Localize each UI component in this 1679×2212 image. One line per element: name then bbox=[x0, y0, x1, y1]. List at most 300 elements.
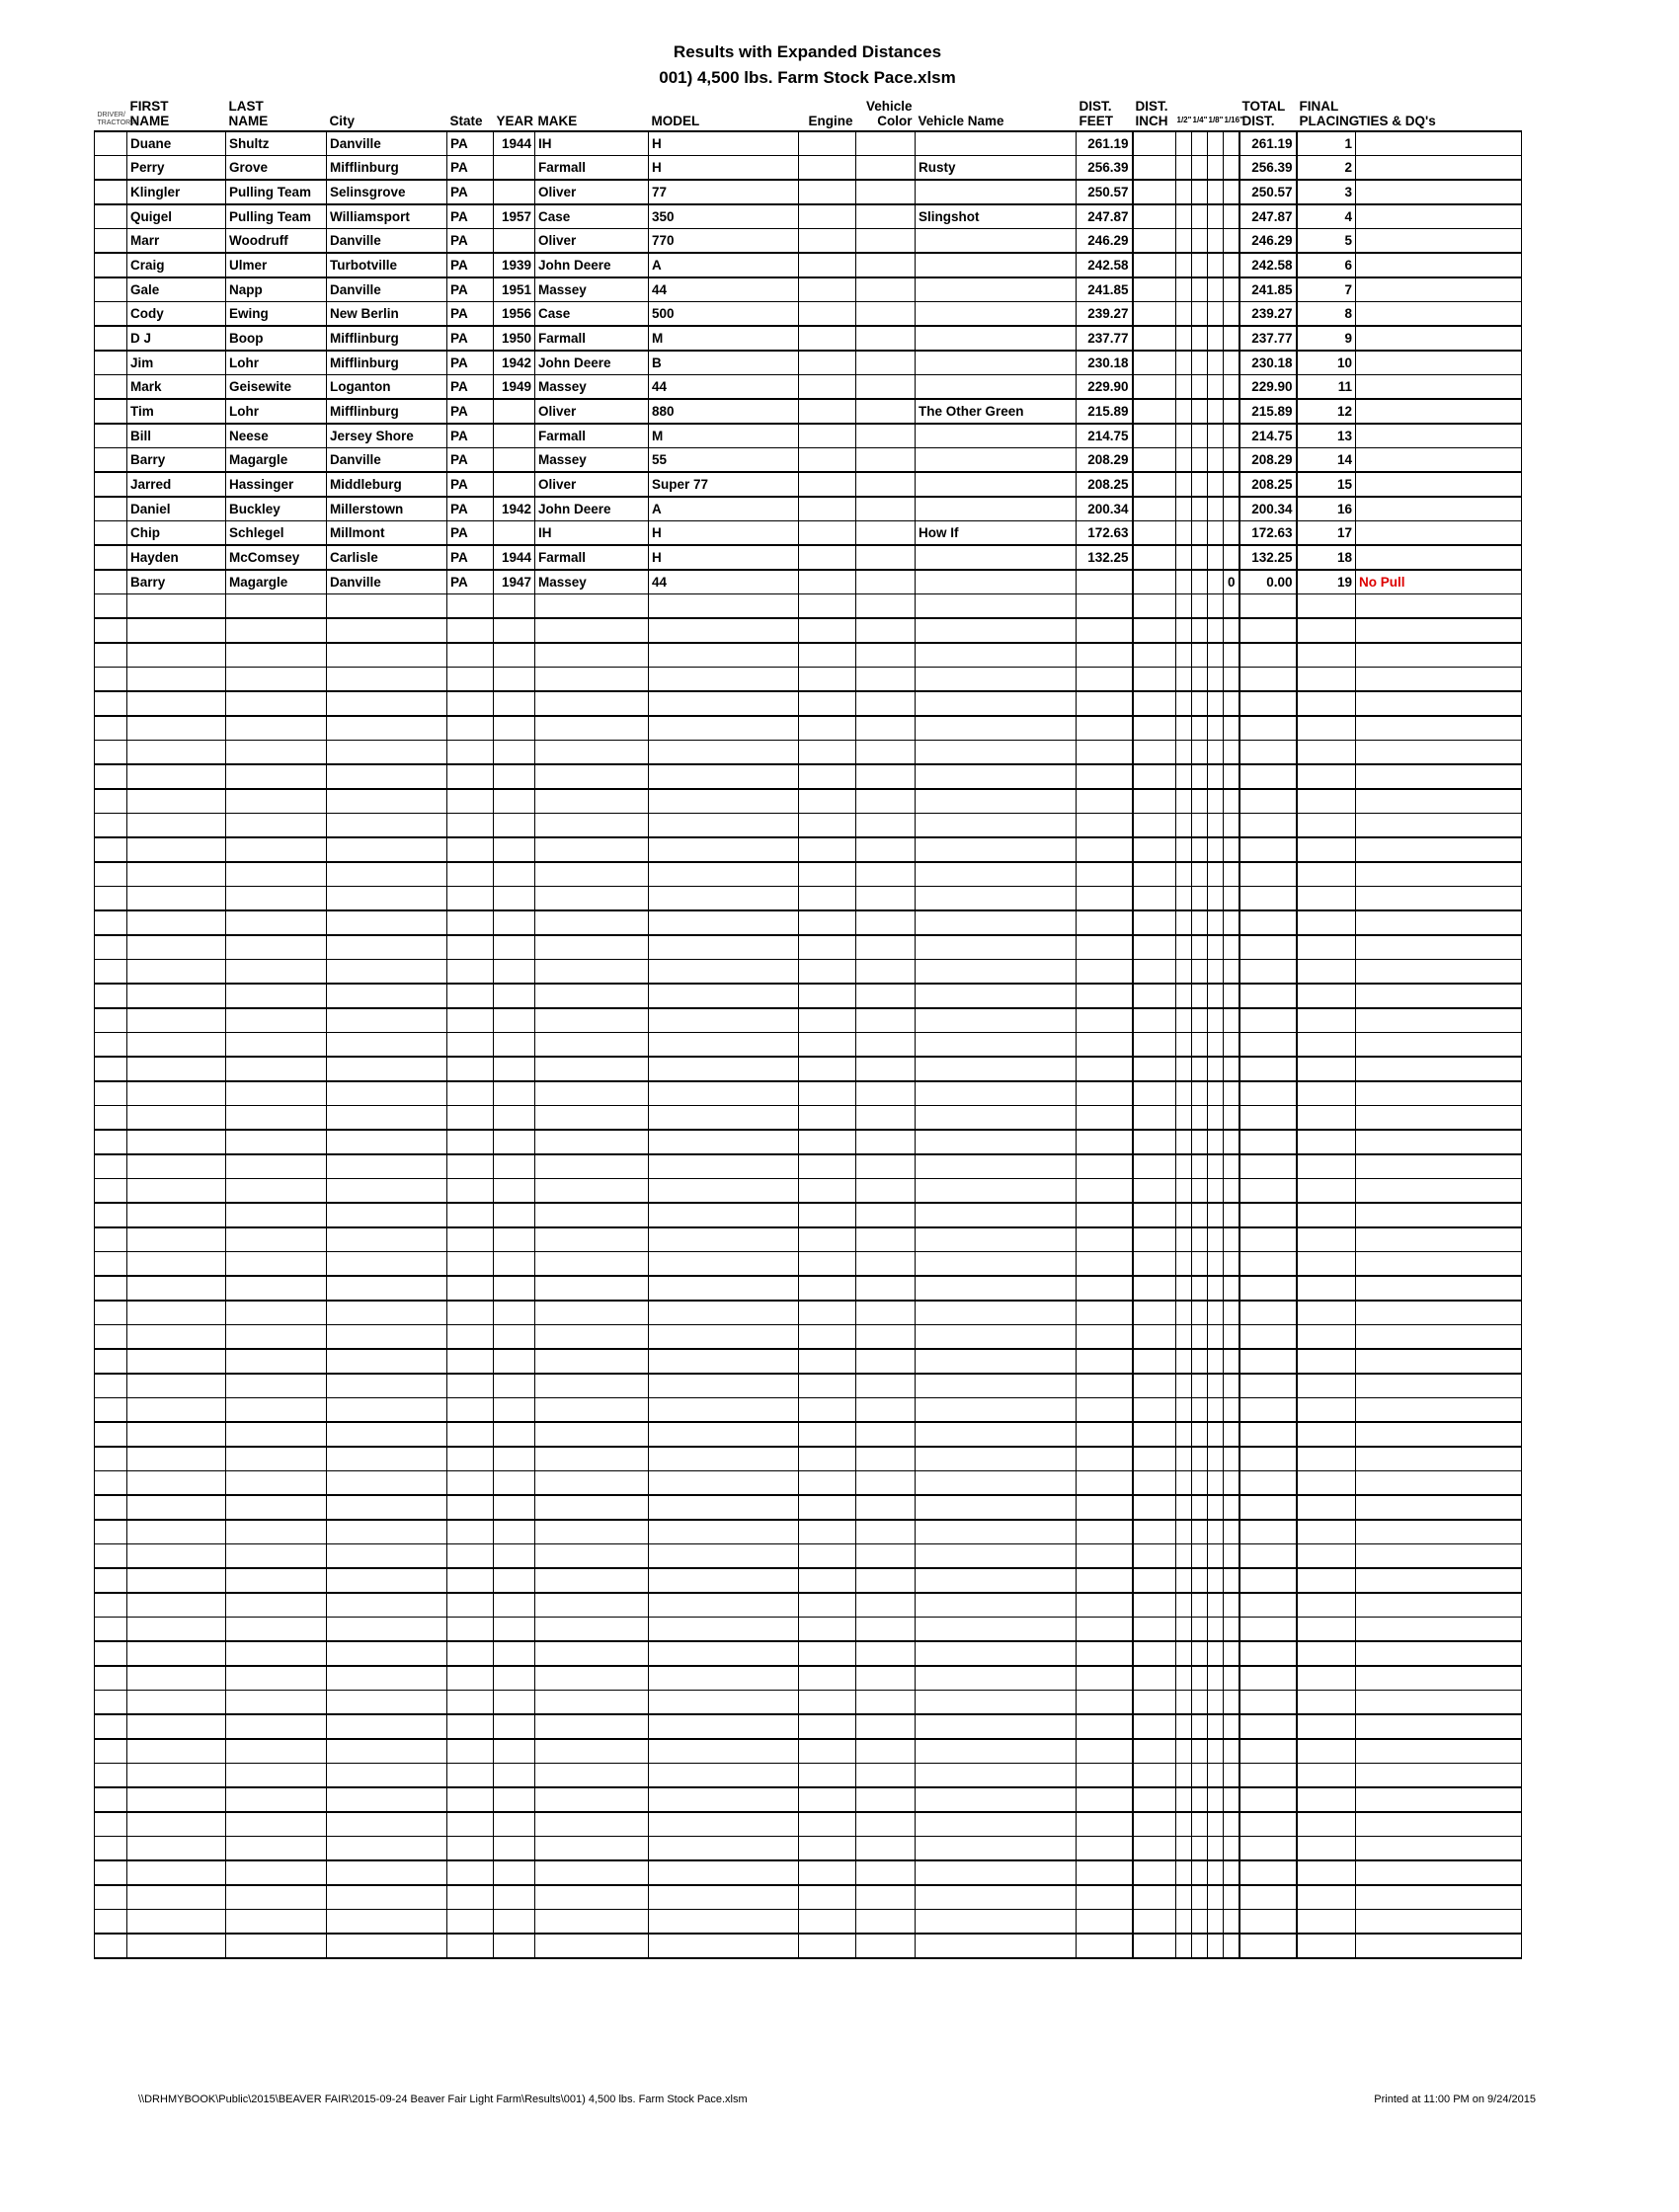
cell-ties bbox=[1356, 375, 1522, 400]
cell-last bbox=[226, 862, 327, 887]
cell-f8 bbox=[1208, 643, 1224, 668]
cell-engine bbox=[799, 1033, 856, 1058]
cell-ties bbox=[1356, 253, 1522, 277]
header-row bbox=[95, 99, 1522, 131]
cell-first bbox=[127, 594, 226, 619]
cell-city: Mifflinburg bbox=[327, 156, 447, 181]
cell-model bbox=[649, 1106, 799, 1131]
cell-first bbox=[127, 789, 226, 814]
cell-placing bbox=[1297, 1691, 1356, 1715]
cell-feet bbox=[1077, 862, 1133, 887]
cell-placing bbox=[1297, 1422, 1356, 1447]
empty-row bbox=[95, 1593, 1522, 1618]
col-header-first: FIRST NAME bbox=[129, 99, 170, 128]
cell-total bbox=[1239, 1422, 1297, 1447]
cell-year bbox=[494, 1081, 535, 1106]
cell-color bbox=[856, 351, 916, 375]
cell-color bbox=[856, 156, 916, 181]
empty-row bbox=[95, 1130, 1522, 1154]
cell-last bbox=[226, 1349, 327, 1374]
cell-inch bbox=[1133, 424, 1176, 448]
cell-ties bbox=[1356, 1276, 1522, 1301]
cell-ties bbox=[1356, 837, 1522, 862]
cell-model: 880 bbox=[649, 399, 799, 424]
cell-state bbox=[447, 1860, 494, 1885]
table-row bbox=[95, 302, 1522, 327]
cell-total bbox=[1239, 1447, 1297, 1471]
cell-color bbox=[856, 497, 916, 521]
cell-engine bbox=[799, 984, 856, 1008]
cell-city bbox=[327, 1618, 447, 1642]
cell-placing bbox=[1297, 1179, 1356, 1204]
cell-city bbox=[327, 1447, 447, 1471]
cell-inch bbox=[1133, 1837, 1176, 1861]
cell-f2 bbox=[1176, 1787, 1192, 1812]
cell-make: Farmall bbox=[535, 424, 649, 448]
cell-placing: 9 bbox=[1297, 326, 1356, 351]
cell-make: John Deere bbox=[535, 253, 649, 277]
cell-f4 bbox=[1192, 1349, 1208, 1374]
cell-engine bbox=[799, 1618, 856, 1642]
cell-year bbox=[494, 1691, 535, 1715]
cell-vehicle bbox=[916, 935, 1077, 960]
cell-make bbox=[535, 1714, 649, 1739]
cell-f4 bbox=[1192, 375, 1208, 400]
cell-ties bbox=[1356, 1520, 1522, 1544]
cell-f16 bbox=[1224, 1106, 1239, 1131]
cell-total bbox=[1239, 643, 1297, 668]
cell-first: Duane bbox=[127, 131, 226, 156]
cell-inch bbox=[1133, 521, 1176, 546]
cell-inch bbox=[1133, 764, 1176, 789]
cell-f4 bbox=[1192, 764, 1208, 789]
cell-color bbox=[856, 618, 916, 643]
cell-inch bbox=[1133, 1422, 1176, 1447]
cell-city: Millmont bbox=[327, 521, 447, 546]
cell-city: Middleburg bbox=[327, 472, 447, 497]
cell-f8 bbox=[1208, 302, 1224, 327]
cell-model: 500 bbox=[649, 302, 799, 327]
cell-ties bbox=[1356, 1544, 1522, 1569]
cell-last bbox=[226, 1691, 327, 1715]
cell-vehicle bbox=[916, 1714, 1077, 1739]
cell-ties bbox=[1356, 448, 1522, 473]
cell-f16 bbox=[1224, 472, 1239, 497]
cell-state bbox=[447, 1276, 494, 1301]
cell-first bbox=[127, 1618, 226, 1642]
cell-first bbox=[127, 1374, 226, 1398]
cell-state bbox=[447, 1471, 494, 1496]
cell-year bbox=[494, 1203, 535, 1227]
col-header-f2: 1/2" bbox=[1176, 116, 1192, 124]
cell-state bbox=[447, 1106, 494, 1131]
cell-inch bbox=[1133, 691, 1176, 716]
cell-state bbox=[447, 887, 494, 911]
cell-f4 bbox=[1192, 1276, 1208, 1301]
cell-ties bbox=[1356, 1325, 1522, 1350]
cell-first bbox=[127, 862, 226, 887]
cell-num bbox=[95, 618, 127, 643]
cell-f2 bbox=[1176, 497, 1192, 521]
cell-f4 bbox=[1192, 326, 1208, 351]
cell-f4 bbox=[1192, 229, 1208, 254]
cell-f2 bbox=[1176, 984, 1192, 1008]
cell-vehicle bbox=[916, 741, 1077, 765]
cell-year bbox=[494, 1764, 535, 1788]
cell-f8 bbox=[1208, 691, 1224, 716]
cell-model bbox=[649, 837, 799, 862]
cell-last bbox=[226, 1033, 327, 1058]
cell-num bbox=[95, 399, 127, 424]
cell-num bbox=[95, 1593, 127, 1618]
empty-row bbox=[95, 1227, 1522, 1252]
cell-num bbox=[95, 448, 127, 473]
cell-last bbox=[226, 887, 327, 911]
cell-last bbox=[226, 691, 327, 716]
cell-last bbox=[226, 1764, 327, 1788]
cell-f16 bbox=[1224, 1714, 1239, 1739]
cell-inch bbox=[1133, 1008, 1176, 1033]
cell-first bbox=[127, 643, 226, 668]
cell-last bbox=[226, 1057, 327, 1081]
cell-inch bbox=[1133, 1106, 1176, 1131]
cell-engine bbox=[799, 1057, 856, 1081]
cell-make: Oliver bbox=[535, 180, 649, 204]
cell-feet bbox=[1077, 1544, 1133, 1569]
cell-feet bbox=[1077, 1106, 1133, 1131]
cell-f16 bbox=[1224, 1544, 1239, 1569]
cell-total bbox=[1239, 1179, 1297, 1204]
cell-f8 bbox=[1208, 1301, 1224, 1325]
cell-ties bbox=[1356, 1081, 1522, 1106]
cell-f16 bbox=[1224, 1739, 1239, 1764]
cell-f16 bbox=[1224, 1203, 1239, 1227]
cell-f8 bbox=[1208, 1764, 1224, 1788]
cell-f16 bbox=[1224, 618, 1239, 643]
table-row bbox=[95, 448, 1522, 473]
cell-f8 bbox=[1208, 862, 1224, 887]
cell-ties bbox=[1356, 691, 1522, 716]
cell-color bbox=[856, 594, 916, 619]
cell-placing bbox=[1297, 814, 1356, 838]
cell-first bbox=[127, 1764, 226, 1788]
cell-f8 bbox=[1208, 1739, 1224, 1764]
cell-make bbox=[535, 594, 649, 619]
cell-ties bbox=[1356, 1641, 1522, 1666]
cell-feet bbox=[1077, 643, 1133, 668]
cell-vehicle bbox=[916, 668, 1077, 692]
empty-row bbox=[95, 764, 1522, 789]
cell-city: Danville bbox=[327, 277, 447, 302]
empty-row bbox=[95, 1106, 1522, 1131]
cell-first: Marr bbox=[127, 229, 226, 254]
cell-placing bbox=[1297, 1568, 1356, 1593]
cell-f16 bbox=[1224, 1860, 1239, 1885]
cell-first bbox=[127, 1691, 226, 1715]
cell-make bbox=[535, 1325, 649, 1350]
cell-first bbox=[127, 1568, 226, 1593]
cell-ties bbox=[1356, 1885, 1522, 1910]
cell-engine bbox=[799, 131, 856, 156]
cell-placing bbox=[1297, 1495, 1356, 1520]
cell-state bbox=[447, 1374, 494, 1398]
cell-f4 bbox=[1192, 497, 1208, 521]
empty-row bbox=[95, 594, 1522, 619]
cell-vehicle bbox=[916, 1618, 1077, 1642]
cell-f4 bbox=[1192, 1837, 1208, 1861]
cell-state bbox=[447, 643, 494, 668]
cell-inch bbox=[1133, 180, 1176, 204]
cell-inch bbox=[1133, 1618, 1176, 1642]
cell-f16 bbox=[1224, 1812, 1239, 1837]
cell-model bbox=[649, 1398, 799, 1423]
empty-row bbox=[95, 935, 1522, 960]
cell-state: PA bbox=[447, 302, 494, 327]
cell-state bbox=[447, 1349, 494, 1374]
cell-model bbox=[649, 1154, 799, 1179]
cell-color bbox=[856, 668, 916, 692]
cell-city: Turbotville bbox=[327, 253, 447, 277]
cell-f16 bbox=[1224, 862, 1239, 887]
cell-feet bbox=[1077, 935, 1133, 960]
cell-inch bbox=[1133, 594, 1176, 619]
empty-row bbox=[95, 1885, 1522, 1910]
cell-color bbox=[856, 131, 916, 156]
cell-ties bbox=[1356, 984, 1522, 1008]
cell-f4 bbox=[1192, 960, 1208, 985]
cell-make bbox=[535, 1203, 649, 1227]
cell-f2 bbox=[1176, 1057, 1192, 1081]
cell-last: Napp bbox=[226, 277, 327, 302]
cell-state bbox=[447, 1812, 494, 1837]
cell-f8 bbox=[1208, 1349, 1224, 1374]
cell-city bbox=[327, 1812, 447, 1837]
cell-year bbox=[494, 1520, 535, 1544]
cell-f2 bbox=[1176, 277, 1192, 302]
cell-f8 bbox=[1208, 618, 1224, 643]
cell-make bbox=[535, 1593, 649, 1618]
cell-placing: 3 bbox=[1297, 180, 1356, 204]
cell-model bbox=[649, 1008, 799, 1033]
cell-year bbox=[494, 789, 535, 814]
cell-f4 bbox=[1192, 1520, 1208, 1544]
cell-engine bbox=[799, 1764, 856, 1788]
cell-placing bbox=[1297, 1349, 1356, 1374]
cell-make: IH bbox=[535, 131, 649, 156]
cell-color bbox=[856, 984, 916, 1008]
cell-year bbox=[494, 910, 535, 935]
cell-first bbox=[127, 1885, 226, 1910]
cell-first: Cody bbox=[127, 302, 226, 327]
cell-engine bbox=[799, 375, 856, 400]
empty-row bbox=[95, 1666, 1522, 1691]
cell-f16 bbox=[1224, 1325, 1239, 1350]
cell-num bbox=[95, 1325, 127, 1350]
cell-make bbox=[535, 1885, 649, 1910]
cell-f16 bbox=[1224, 1568, 1239, 1593]
cell-last: Woodruff bbox=[226, 229, 327, 254]
cell-num bbox=[95, 1812, 127, 1837]
cell-feet bbox=[1077, 1885, 1133, 1910]
cell-feet bbox=[1077, 1739, 1133, 1764]
cell-feet bbox=[1077, 789, 1133, 814]
cell-num bbox=[95, 643, 127, 668]
cell-f2 bbox=[1176, 1033, 1192, 1058]
cell-make bbox=[535, 1081, 649, 1106]
cell-first bbox=[127, 837, 226, 862]
cell-model bbox=[649, 789, 799, 814]
cell-ties bbox=[1356, 1130, 1522, 1154]
cell-model bbox=[649, 741, 799, 765]
cell-model bbox=[649, 1179, 799, 1204]
cell-state bbox=[447, 1787, 494, 1812]
empty-row bbox=[95, 1154, 1522, 1179]
cell-state: PA bbox=[447, 253, 494, 277]
cell-placing bbox=[1297, 1374, 1356, 1398]
cell-last bbox=[226, 1203, 327, 1227]
cell-vehicle bbox=[916, 1130, 1077, 1154]
cell-ties bbox=[1356, 789, 1522, 814]
cell-color bbox=[856, 837, 916, 862]
cell-year bbox=[494, 180, 535, 204]
cell-last bbox=[226, 1447, 327, 1471]
cell-feet bbox=[1077, 1837, 1133, 1861]
empty-row bbox=[95, 1739, 1522, 1764]
cell-engine bbox=[799, 1154, 856, 1179]
cell-first bbox=[127, 1860, 226, 1885]
cell-f2 bbox=[1176, 1252, 1192, 1277]
cell-f8 bbox=[1208, 1641, 1224, 1666]
cell-inch bbox=[1133, 935, 1176, 960]
cell-num bbox=[95, 1666, 127, 1691]
cell-engine bbox=[799, 1203, 856, 1227]
cell-f8 bbox=[1208, 1154, 1224, 1179]
cell-year bbox=[494, 691, 535, 716]
cell-ties bbox=[1356, 1860, 1522, 1885]
cell-feet bbox=[1077, 668, 1133, 692]
cell-f16 bbox=[1224, 1301, 1239, 1325]
cell-total bbox=[1239, 1568, 1297, 1593]
cell-f16 bbox=[1224, 984, 1239, 1008]
cell-vehicle bbox=[916, 1885, 1077, 1910]
cell-num bbox=[95, 156, 127, 181]
cell-ties bbox=[1356, 1910, 1522, 1935]
cell-f16 bbox=[1224, 814, 1239, 838]
cell-color bbox=[856, 180, 916, 204]
cell-last bbox=[226, 1618, 327, 1642]
cell-year: 1944 bbox=[494, 131, 535, 156]
cell-vehicle bbox=[916, 1641, 1077, 1666]
cell-state bbox=[447, 1618, 494, 1642]
cell-vehicle bbox=[916, 960, 1077, 985]
cell-color bbox=[856, 302, 916, 327]
cell-year bbox=[494, 156, 535, 181]
cell-year bbox=[494, 618, 535, 643]
cell-f8 bbox=[1208, 399, 1224, 424]
cell-ties bbox=[1356, 180, 1522, 204]
cell-vehicle bbox=[916, 1057, 1077, 1081]
cell-num bbox=[95, 1495, 127, 1520]
cell-make bbox=[535, 1691, 649, 1715]
cell-first bbox=[127, 1033, 226, 1058]
cell-state bbox=[447, 1837, 494, 1861]
empty-row bbox=[95, 960, 1522, 985]
cell-feet: 208.29 bbox=[1077, 448, 1133, 473]
cell-ties bbox=[1356, 862, 1522, 887]
cell-f4 bbox=[1192, 204, 1208, 229]
cell-state bbox=[447, 862, 494, 887]
cell-engine bbox=[799, 472, 856, 497]
cell-inch bbox=[1133, 1203, 1176, 1227]
cell-f4 bbox=[1192, 1714, 1208, 1739]
cell-model bbox=[649, 1691, 799, 1715]
cell-last: Hassinger bbox=[226, 472, 327, 497]
cell-first bbox=[127, 1106, 226, 1131]
cell-color bbox=[856, 1008, 916, 1033]
empty-row bbox=[95, 1495, 1522, 1520]
cell-model bbox=[649, 1837, 799, 1861]
cell-first bbox=[127, 716, 226, 741]
cell-ties bbox=[1356, 618, 1522, 643]
cell-engine bbox=[799, 1495, 856, 1520]
cell-first bbox=[127, 1130, 226, 1154]
col-header-f4: 1/4" bbox=[1192, 116, 1208, 124]
cell-f4 bbox=[1192, 984, 1208, 1008]
cell-total bbox=[1239, 1666, 1297, 1691]
cell-model bbox=[649, 691, 799, 716]
cell-f4 bbox=[1192, 643, 1208, 668]
table-row bbox=[95, 156, 1522, 181]
cell-last bbox=[226, 1714, 327, 1739]
cell-state bbox=[447, 1641, 494, 1666]
cell-model: M bbox=[649, 326, 799, 351]
col-header-inch: DIST. INCH bbox=[1135, 99, 1168, 128]
cell-ties bbox=[1356, 1398, 1522, 1423]
cell-engine bbox=[799, 277, 856, 302]
cell-engine bbox=[799, 618, 856, 643]
cell-inch bbox=[1133, 1910, 1176, 1935]
cell-engine bbox=[799, 302, 856, 327]
cell-model bbox=[649, 1422, 799, 1447]
cell-feet bbox=[1077, 1691, 1133, 1715]
cell-f2 bbox=[1176, 935, 1192, 960]
cell-f4 bbox=[1192, 814, 1208, 838]
cell-total: 246.29 bbox=[1239, 229, 1297, 254]
cell-placing: 4 bbox=[1297, 204, 1356, 229]
cell-color bbox=[856, 1666, 916, 1691]
cell-last bbox=[226, 1739, 327, 1764]
cell-f2 bbox=[1176, 1837, 1192, 1861]
cell-make bbox=[535, 910, 649, 935]
table-row bbox=[95, 253, 1522, 277]
cell-city bbox=[327, 1787, 447, 1812]
cell-f8 bbox=[1208, 472, 1224, 497]
cell-placing bbox=[1297, 1081, 1356, 1106]
cell-total bbox=[1239, 1787, 1297, 1812]
cell-f4 bbox=[1192, 1033, 1208, 1058]
cell-vehicle bbox=[916, 764, 1077, 789]
cell-inch bbox=[1133, 1666, 1176, 1691]
cell-year bbox=[494, 1618, 535, 1642]
cell-city bbox=[327, 1325, 447, 1350]
cell-num bbox=[95, 375, 127, 400]
cell-state bbox=[447, 1301, 494, 1325]
cell-city bbox=[327, 789, 447, 814]
cell-f4 bbox=[1192, 910, 1208, 935]
cell-year bbox=[494, 1349, 535, 1374]
cell-engine bbox=[799, 1568, 856, 1593]
cell-last bbox=[226, 1568, 327, 1593]
